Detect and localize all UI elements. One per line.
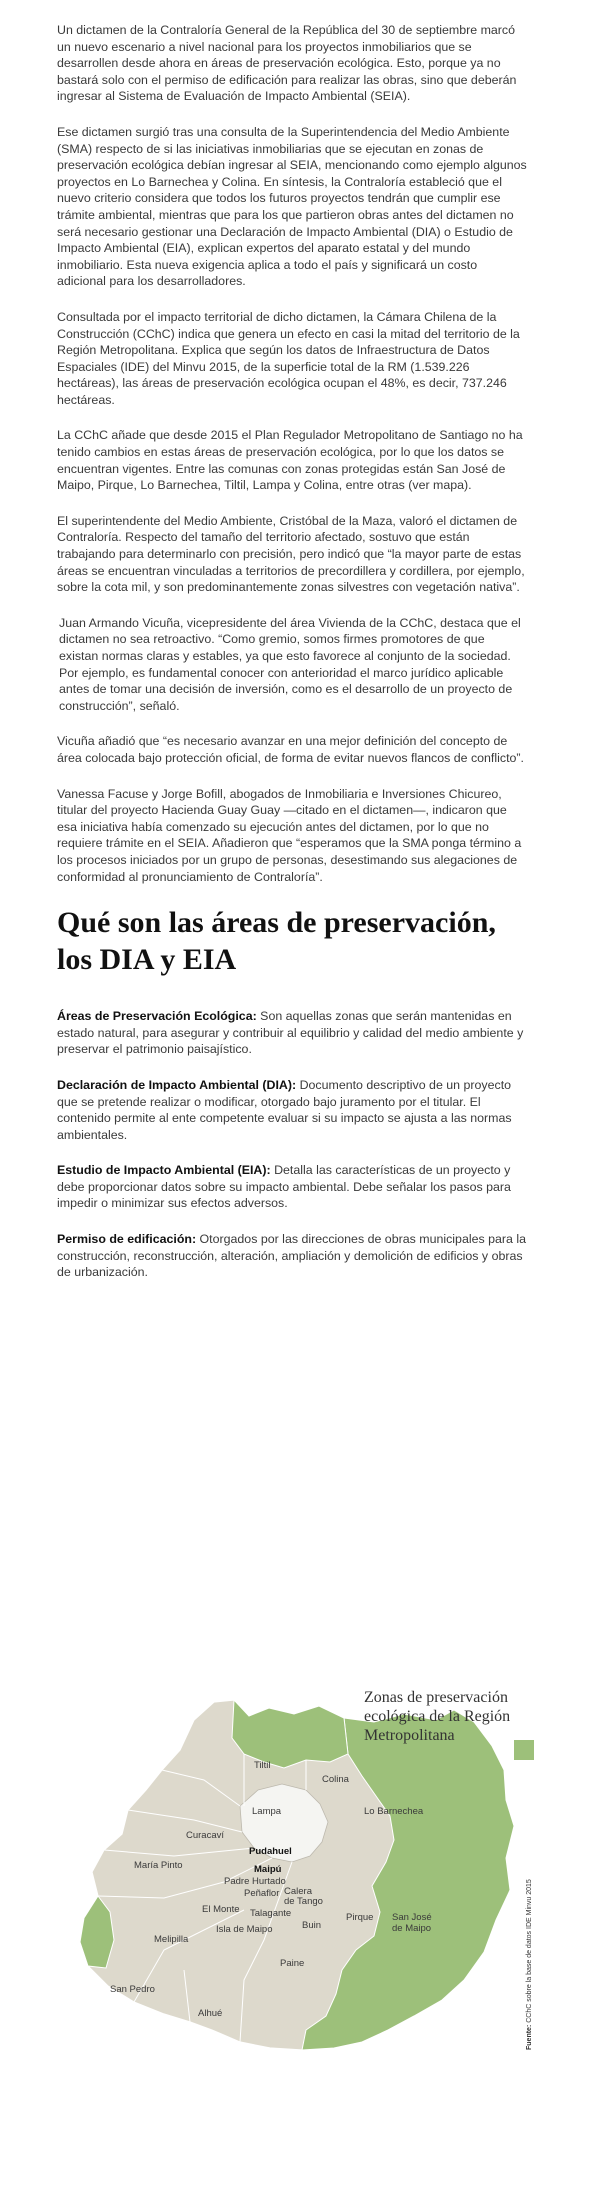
definition-text: Son aquellas zonas que serán mantenidas en estado natural, para asegurar y contribuir al equilibrio y calidad del medio ambiente y preservar el patrimonio paisajístico.: [57, 1009, 524, 1057]
legend-swatch: [514, 1740, 534, 1760]
label-isla-de-maipo: Isla de Maipo: [216, 1924, 273, 1935]
definition-permiso: [57, 1231, 527, 1281]
paragraph-1: Un dictamen de la Contraloría General de la República del 30 de septiembre marcó un nuevo escenario a nivel nacional para los proyectos inmobiliarios que se desarrollen desde ahora en áreas de preservación ecológica. Esto, porque ya no bastará solo con el permiso de edificación para realizar las obras, sino que deberán ingresar al Sistema de Evaluación de Impacto Ambiental (SEIA).: [57, 23, 517, 104]
label-maipu: Maipú: [254, 1864, 282, 1875]
definition-text: Otorgados por las direcciones de obras municipales para la construcción, reconstrucción, alteración, ampliación y demolición de edificios y obras de urbanización.: [57, 1232, 527, 1280]
map-source-text: CChC sobre la base de datos IDE Minvu 2015: [526, 1879, 533, 2025]
map-title-line-1: Zonas de preservación: [364, 1689, 508, 1706]
label-paine: Paine: [280, 1958, 305, 1969]
definition-text: Documento descriptivo de un proyecto que se pretende realizar o modificar, otorgado bajo juramento por el titular. El contenido permite al ente competente evaluar si su impacto se ajusta a las normas ambientales.: [57, 1077, 512, 1142]
definition-text: Detalla las características de un proyecto y debe proporcionar datos sobre su impacto ambiental. Debe señalar los pasos para impedir o minimizar sus efectos adversos.: [57, 1163, 511, 1211]
map-title-line-3: Metropolitana: [364, 1727, 455, 1744]
label-calera-2: de Tango: [284, 1896, 323, 1907]
label-pudahuel: Pudahuel: [249, 1846, 292, 1857]
map-source: [526, 1879, 533, 2050]
label-buin: Buin: [302, 1920, 322, 1931]
label-sjm-1: San José: [392, 1912, 432, 1923]
article-body: [57, 22, 527, 1300]
label-padre-hurtado: Padre Hurtado: [224, 1876, 286, 1887]
definition-term: Declaración de Impacto Ambiental (DIA):: [57, 1077, 297, 1092]
section-title: Qué son las áreas de preservación, los DIA y EIA: [57, 906, 496, 977]
label-melipilla: Melipilla: [154, 1934, 189, 1945]
map-source-label: Fuente:: [526, 2024, 533, 2050]
map-title-line-2: ecológica de la Región: [364, 1708, 511, 1725]
label-talagante: Talagante: [250, 1908, 292, 1919]
label-maria-pinto: María Pinto: [134, 1860, 183, 1871]
paragraph-7: Vicuña añadió que “es necesario avanzar en una mejor definición del concepto de área colocada bajo protección oficial, de forma de evitar nuevos flancos de conflicto”.: [57, 734, 524, 765]
label-lo-barnechea: Lo Barnechea: [364, 1806, 424, 1817]
definition-term: Estudio de Impacto Ambiental (EIA):: [57, 1163, 271, 1178]
definition-preservation: [57, 1008, 527, 1058]
paragraph-2: Ese dictamen surgió tras una consulta de la Superintendencia del Medio Ambiente (SMA) respecto de si las iniciativas inmobiliarias que se ejecutan en zonas de preservación ecológica debían ingresar al SEIA, mencionando como ejemplo algunos proyectos en Lo Barnechea y Colina. En síntesis, la Contraloría estableció que el nuevo criterio considera que todos los futuros proyectos tendrán que cumplir ese trámite ambiental, mientras que para los que partieron obras antes del dictamen no será necesario gestionar una Declaración de Impacto Ambiental (DIA) o Estudio de Impacto Ambiental (EIA), explican expertos del aparato estatal y del mundo inmobiliario. Esta nueva exigencia aplica a todo el país y significará un costo adicional para los desarrolladores.: [57, 124, 527, 289]
label-curacavi: Curacaví: [186, 1830, 225, 1841]
paragraph-6: Juan Armando Vicuña, vicepresidente del área Vivienda de la CChC, destaca que el dictamen no sea retroactivo. “Como gremio, somos firmes promotores de que existan normas claras y estables, ya que esto favorece al conjunto de la sociedad. Por ejemplo, es fundamental conocer con anterioridad el marco jurídico aplicable antes de tomar una decisión de inversión, como es el desarrollo de un proyecto de construcción”, señaló.: [59, 615, 521, 713]
label-pirque: Pirque: [346, 1912, 374, 1923]
map-svg: [44, 1650, 564, 2090]
label-calera-1: Calera: [284, 1886, 312, 1897]
definition-dia: [57, 1077, 527, 1143]
paragraph-3: Consultada por el impacto territorial de dicho dictamen, la Cámara Chilena de la Construcción (CChC) indica que genera un efecto en casi la mitad del territorio de la Región Metropolitana. Explica que según los datos de Infraestructura de Datos Espaciales (IDE) del Minvu 2015, de la superficie total de la RM (1.539.226 hectáreas), las áreas de preservación ecológica ocupan el 48%, es decir, 737.246 hectáreas.: [57, 309, 520, 407]
label-tiltil: Tiltil: [254, 1760, 271, 1771]
label-el-monte: El Monte: [202, 1904, 240, 1915]
label-sjm-2: de Maipo: [392, 1923, 432, 1934]
paragraph-5: El superintendente del Medio Ambiente, Cristóbal de la Maza, valoró el dictamen de Contraloría. Respecto del tamaño del territorio afectado, sostuvo que están trabajando para determinarlo con precisión, pero indicó que “la mayor parte de estas áreas se encuentran vinculadas a territorios de precordillera y cordillera, por ejemplo, sobre la cota mil, y son predominantemente zonas silvestres con vegetación nativa”.: [57, 513, 525, 595]
definition-eia: [57, 1162, 527, 1212]
label-penaflor: Peñaflor: [244, 1888, 280, 1899]
definition-term: Áreas de Preservación Ecológica:: [57, 1009, 257, 1024]
label-lampa: Lampa: [252, 1806, 282, 1817]
definition-term: Permiso de edificación:: [57, 1232, 197, 1247]
paragraph-8: Vanessa Facuse y Jorge Bofill, abogados de Inmobiliaria e Inversiones Chicureo, titular del proyecto Hacienda Guay Guay —citado en el dictamen—, indicaron que esa iniciativa había comenzado su ejecución antes del dictamen, por lo que no requiere trámite en el SEIA. Añadieron que “esperamos que la SMA ponga término a los procesos iniciados por un grupo de personas, desestimando sus alegaciones de conformidad al pronunciamiento de Contraloría”.: [57, 786, 522, 884]
label-san-pedro: San Pedro: [110, 1984, 155, 1995]
label-alhue: Alhué: [198, 2008, 223, 2019]
preservation-map: [44, 1650, 564, 2090]
paragraph-4: La CChC añade que desde 2015 el Plan Regulador Metropolitano de Santiago no ha tenido cambios en estas áreas de preservación ecológica, por lo que los datos se encuentran vigentes. Entre las comunas con zonas protegidas están San José de Maipo, Pirque, Lo Barnechea, Tiltil, Lampa y Colina, entre otras (ver mapa).: [57, 428, 523, 493]
label-colina: Colina: [322, 1774, 349, 1785]
